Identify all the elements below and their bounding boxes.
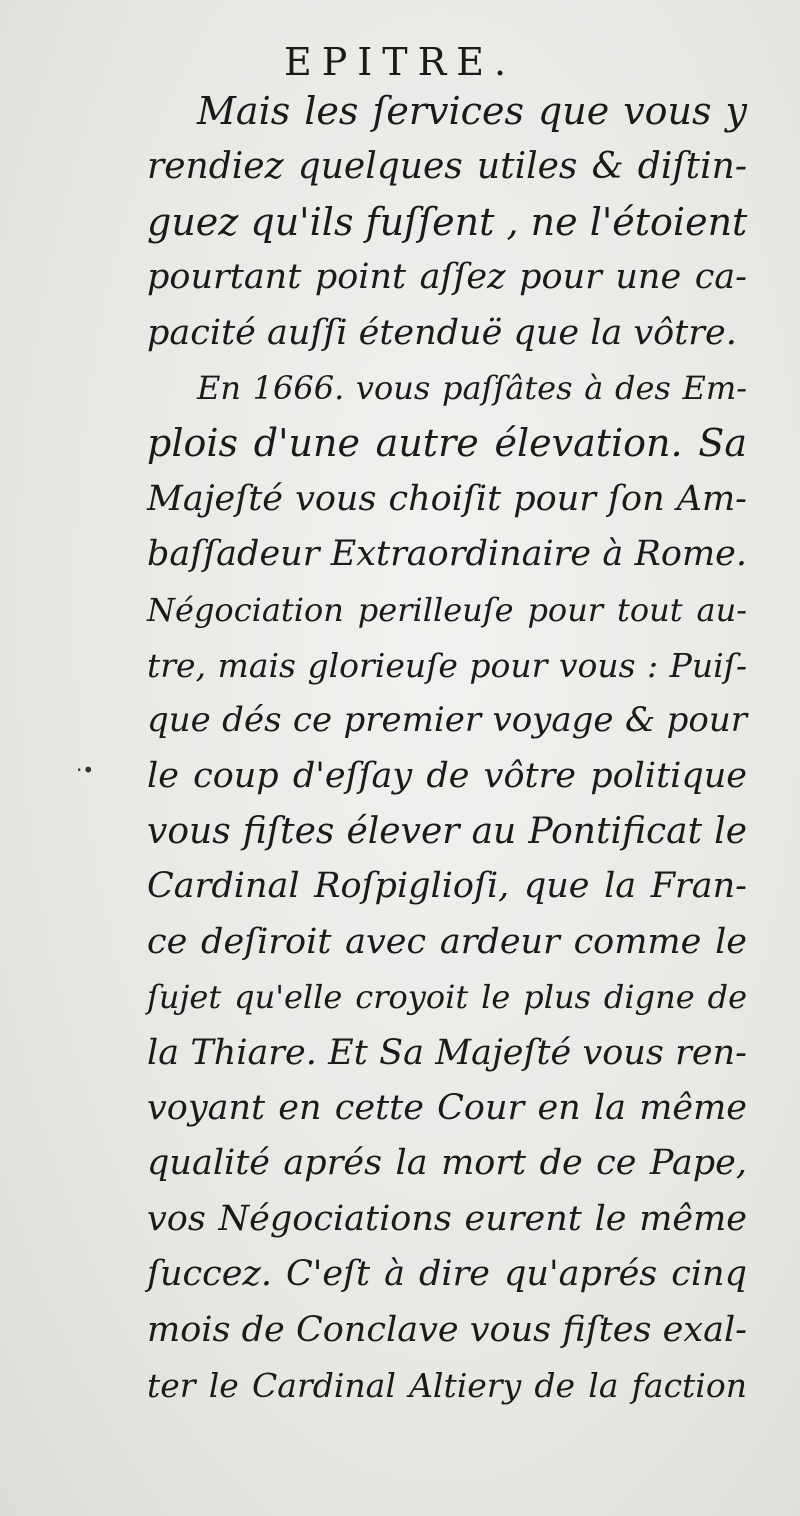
text-line: Cardinal Roſpiglioſi, que la Fran- [147, 866, 747, 907]
body-text [147, 84, 747, 1413]
text-line: qualité aprés la mort de ce Pape, [147, 1143, 747, 1184]
text-line: ſujet qu'elle croyoit le plus digne de [147, 978, 747, 1017]
text-line: rendiez quelques utiles & diſtin- [147, 146, 747, 188]
text-line: vous fiſtes élever au Pontificat le [147, 811, 747, 853]
text-line: la Thiare. Et Sa Majeſté vous ren- [147, 1032, 747, 1073]
text-line: plois d'une autre élevation. Sa [147, 421, 747, 466]
text-line: le coup d'eſſay de vôtre politique [147, 755, 747, 796]
margin-mark: ·• [76, 758, 95, 782]
text-line: ter le Cardinal Altiery de la faction [147, 1365, 747, 1405]
text-line: vos Négociations eurent le même [147, 1198, 747, 1239]
text-line: pacité auſſi étenduë que la vôtre. [147, 312, 737, 353]
text-line: pourtant point aſſez pour une ca- [147, 257, 747, 298]
text-line: ce deſiroit avec ardeur comme le [147, 921, 747, 962]
text-line: tre, mais glorieuſe pour vous : Puiſ- [147, 645, 747, 685]
text-line: voyant en cette Cour en la même [147, 1088, 747, 1129]
text-line: Négociation perilleuſe pour tout au- [147, 590, 747, 629]
text-line: baſſadeur Extraordinaire à Rome. [147, 534, 747, 575]
running-header: EPITRE. [283, 40, 517, 84]
text-line: guez qu'ils fuſſent , ne l'étoient [147, 199, 748, 244]
text-line: ſuccez. C'eſt à dire qu'aprés cinq [147, 1254, 747, 1295]
text-line: Mais les ſervices que vous y [197, 89, 747, 133]
text-line: En 1666. vous paſſâtes à des Em- [197, 368, 747, 407]
text-line: mois de Conclave vous fiſtes exal- [147, 1309, 747, 1350]
text-line: que dés ce premier voyage & pour [147, 700, 747, 741]
text-line: Majeſté vous choiſit pour ſon Am- [147, 478, 747, 519]
